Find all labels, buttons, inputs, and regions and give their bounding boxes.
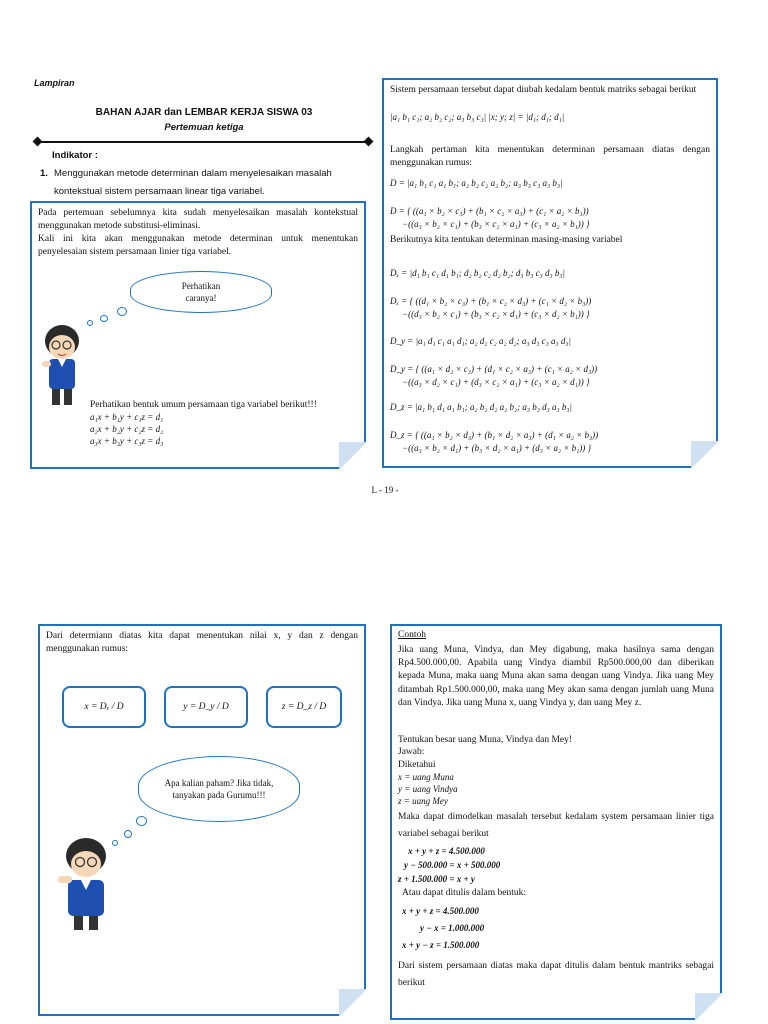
indikator-line-1: Menggunakan metode determinan dalam menyelesaikan masalah (54, 168, 332, 179)
determinant-dy-formula-1: D_y = { ((a₁ × d₂ × c₃) + (d₁ × c₂ × a₃) + (c₁ × a₂ × d₃)) (390, 364, 598, 374)
determinant-dz-formula-2: −((a₃ × b₂ × d₁) + (b₃ × d₂ × a₁) + (d₃ × a₂ × b₁)) } (402, 443, 592, 453)
contoh-heading: Contoh (398, 630, 426, 640)
atau-text: Atau dapat ditulis dalam bentuk: (402, 888, 527, 898)
known-z: z = uang Mey (398, 796, 448, 806)
formula-y: y = D_y / D (183, 702, 229, 712)
determinant-dx: Dₓ = |d₁ b₁ c₁ d₁ b₁; d₂ b₂ c₂ d₂ b₂; d₃ b₃ c₃ d₃ b₃| (390, 268, 565, 278)
cartoon-boy-illustration (38, 321, 86, 409)
jawab-label: Jawab: (398, 747, 425, 757)
model-equation-3: z + 1.500.000 = x + y (398, 874, 475, 884)
formula-z: z = D_z / D (281, 702, 327, 712)
general-equation-1: a₁x + b₁y + c₁z = d₁ (90, 412, 164, 422)
general-form-intro: Perhatikan bentuk umum persamaan tiga variabel berikut!!! (90, 400, 317, 410)
formula-intro: Dari determiann diatas kita dapat menentukan nilai x, y dan z dengan menggunakan rumus: (46, 631, 358, 654)
determinant-dy-formula-2: −((a₃ × d₂ × c₁) + (d₃ × c₂ × a₁) + (c₃ × a₂ × d₁)) } (402, 377, 590, 387)
thought-dot (124, 830, 132, 838)
page-curl (691, 441, 719, 469)
question-bubble (138, 756, 300, 822)
determinant-dx-formula-2: −((d₃ × b₂ × c₁) + (b₃ × c₂ × d₁) + (c₃ × d₂ × b₁)) } (402, 309, 590, 319)
known-x: x = uang Muna (398, 772, 454, 782)
model-equation-2: y − 500.000 = x + 500.000 (404, 860, 501, 870)
determinant-d-formula-2: −((a₃ × b₂ × c₁) + (b₃ × c₂ × a₁) + (c₃ × a₂ × b₁)) } (402, 219, 590, 229)
page-curl (339, 989, 367, 1017)
indikator-number: 1. (40, 168, 48, 179)
formula-x-box (62, 686, 146, 728)
cartoon-boy-thinking-illustration (54, 834, 120, 932)
thought-bubble (130, 271, 272, 313)
closing-text: Dari sistem persamaan diatas maka dapat ditulis dalam bentuk mantriks sebagai berikut (398, 961, 714, 988)
determinant-d: D = |a₁ b₁ c₁ a₁ b₁; a₂ b₂ c₂ a₂ b₂; a₃ b₃ c₃ a₃ b₃| (390, 178, 563, 188)
model-equation-1: x + y + z = 4.500.000 (408, 846, 485, 856)
divider-right-diamond (364, 137, 374, 147)
page-title: BAHAN AJAR dan LEMBAR KERJA SISWA 03 (95, 107, 313, 118)
general-equation-2: a₂x + b₂y + c₂z = d₂ (90, 424, 164, 434)
lampiran-label: Lampiran (34, 78, 75, 88)
page-curl (695, 993, 723, 1021)
thought-dot (117, 307, 127, 316)
page-curl (339, 442, 367, 470)
step-one-text: Langkah pertaman kita menentukan determinan persamaan diatas dengan menggunakan rumus: (390, 145, 710, 168)
intro-paragraph-1: Pada pertemuan sebelumnya kita sudah menyelesaikan masalah kontekstual menggunakan metode substitusi-eliminasi. (38, 208, 358, 231)
general-equation-3: a₃x + b₃y + c₃z = d₃ (90, 436, 164, 446)
formula-x: x = Dₓ / D (84, 702, 124, 712)
step-two-text: Berikutnya kita tentukan determinan masing-masing variabel (390, 235, 623, 245)
thought-dot (100, 315, 108, 322)
intro-box (30, 201, 366, 469)
simplified-equation-1: x + y + z = 4.500.000 (402, 906, 479, 916)
known-y: y = uang Vindya (398, 784, 458, 794)
simplified-equation-3: x + y − z = 1.500.000 (402, 940, 480, 950)
example-box (390, 624, 722, 1020)
thought-bubble-text: Perhatikan caranya! (181, 281, 221, 303)
simplified-equation-2: y − x = 1.000.000 (420, 923, 485, 933)
formula-y-box (164, 686, 248, 728)
page-number: L - 19 - (371, 485, 399, 495)
diketahui-label: Diketahui (398, 760, 436, 770)
thought-dot (136, 816, 147, 826)
solution-formula-box (38, 624, 366, 1016)
determinant-dy: D_y = |a₁ d₁ c₁ a₁ d₁; a₂ d₂ c₂ a₂ d₂; a₃ d₃ c₃ a₃ d₃| (390, 336, 571, 346)
indikator-label: Indikator : (52, 150, 98, 161)
model-text: Maka dapat dimodelkan masalah tersebut kedalam system persamaan linier tiga variabel sebagai berikut (398, 812, 714, 839)
question-bubble-text: Apa kalian paham? Jika tidak, tanyakan pada Gurumu!!! (164, 778, 274, 800)
page-subtitle: Pertemuan ketiga (164, 122, 244, 133)
example-problem: Jika uang Muna, Vindya, dan Mey digabung, maka hasilnya sama dengan Rp4.500.000,00. Apabila uang Vindya diambil Rp500.000,00 dan diberikan kepada Muna, maka uang Muna akan sama dengan uang Vindya. Jika uang Mey ditambah Rp1.500.000,00, maka uang Mey akan sama dengan jumlah uang Muna dan Vindya. Jika uang Muna x, uang Vindya y, dan uang Mey z. (398, 645, 714, 708)
matrix-intro: Sistem persamaan tersebut dapat diubah kedalam bentuk matriks sebagai berikut (390, 85, 697, 95)
determinant-box (382, 78, 718, 468)
thought-dot (87, 320, 93, 326)
determinant-dx-formula-1: Dₓ = { ((d₁ × b₂ × c₃) + (b₁ × c₂ × d₃) + (c₁ × d₂ × b₃)) (390, 296, 592, 306)
determinant-dz: D_z = |a₁ b₁ d₁ a₁ b₁; a₂ b₂ d₂ a₂ b₂; a₃ b₃ d₃ a₃ b₃| (390, 402, 572, 412)
determinant-d-formula-1: D = { ((a₁ × b₂ × c₃) + (b₁ × c₂ × a₃) + (c₁ × a₂ × b₃)) (390, 206, 589, 216)
determinant-dz-formula-1: D_z = { ((a₁ × b₂ × d₃) + (b₁ × d₂ × a₃) + (d₁ × a₂ × b₃)) (390, 430, 599, 440)
title-divider (38, 141, 368, 143)
divider-left-diamond (33, 137, 43, 147)
matrix-form: |a₁ b₁ c₁; a₂ b₂ c₂; a₃ b₃ c₃| |x; y; z| = |d₁; d₁; d₁| (390, 112, 565, 122)
intro-paragraph-2: Kali ini kita akan menggunakan metode determinan untuk menentukan penyelesaian sistem persamaan linier tiga variabel. (38, 234, 358, 257)
example-question: Tentukan besar uang Muna, Vindya dan Mey! (398, 735, 573, 745)
formula-z-box (266, 686, 342, 728)
indikator-line-2: kontekstual sistem persamaan linear tiga variabel. (54, 186, 265, 197)
